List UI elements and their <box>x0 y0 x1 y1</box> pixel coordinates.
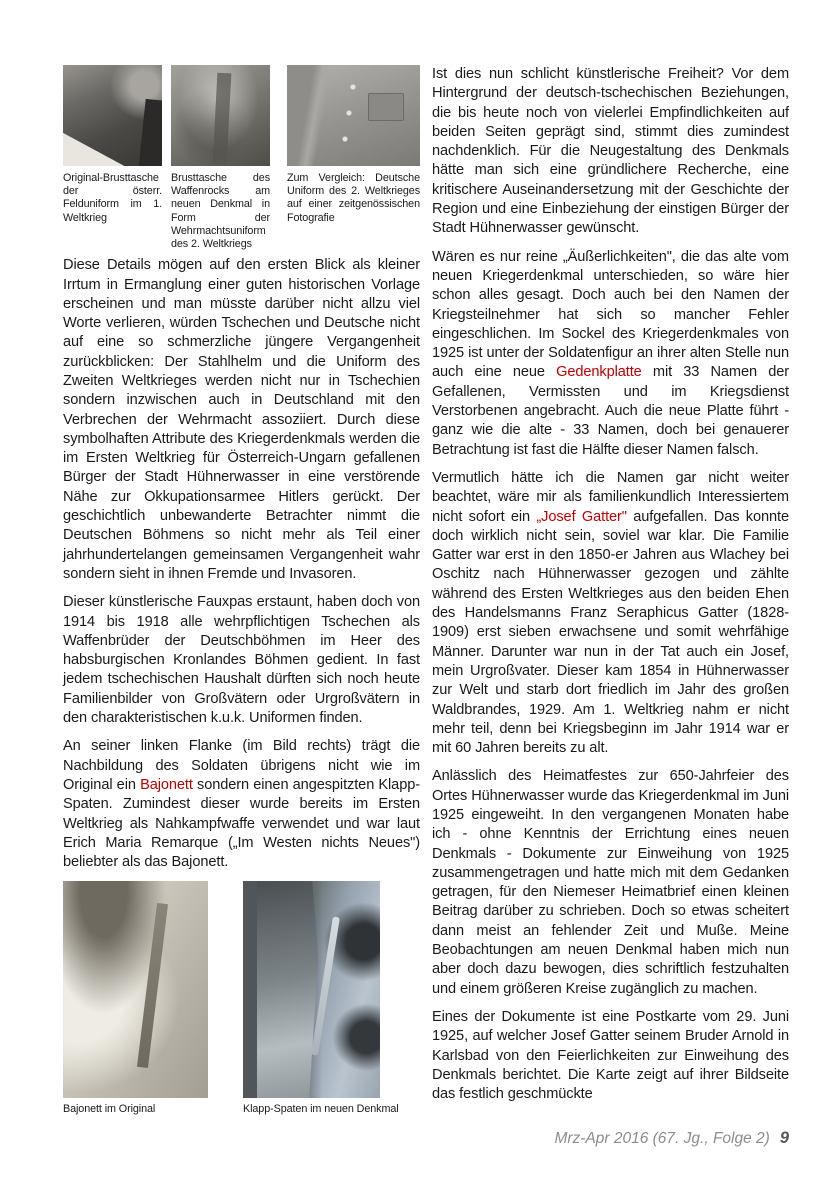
figure-bajonett-original <box>63 881 208 1116</box>
photo-klapp-spaten <box>243 881 380 1098</box>
highlight-text: Bajonett <box>140 776 193 793</box>
photo-original-brusttasche <box>63 65 162 166</box>
right-column <box>432 65 789 1113</box>
paragraph <box>432 248 789 460</box>
figure-caption: Original-Brusttasche der österr. Felduniform im 1. Weltkrieg <box>63 172 162 224</box>
photo-denkmal-brusttasche <box>171 65 270 166</box>
text-run: Anlässlich des Heimatfestes zur 650-Jahrfeier des Ortes Hühnerwasser wurde das Kriegerdenkmal im Juni 1925 eingeweiht. In den vergangenen Monaten habe ich - ohne Kenntnis der Errichtung eines neuen Denkmals - Dokumente zur Einweihung von 1925 zusammengetragen und hatte mich mit dem Gedanken getragen, für den Niemeser Heimatbrief einen kleinen Beitrag darüber zu schrieben. Doch so etwas scheitert dann meist an fehlender Zeit und Muße. Meine Beobachtungen am neuen Denkmal haben mich nun aber doch dazu bewogen, dies schriftlich festzuhalten und einem größeren Kreise zugänglich zu machen. <box>432 768 789 997</box>
paragraph <box>63 737 420 872</box>
paragraph <box>432 767 789 999</box>
paragraph <box>432 65 789 239</box>
footer-issue-label: Mrz-Apr 2016 (67. Jg., Folge 2) <box>554 1130 770 1147</box>
figure-klapp-spaten <box>243 881 413 1116</box>
text-run: An seiner linken Flanke (im Bild rechts) trägt die Nachbildung des Soldaten übrigens nicht wie im Original ein <box>63 738 420 793</box>
figure-caption: Brusttasche des Waffenrocks am neuen Denkmal in Form der Wehrmachtsuniform des 2. Weltkriegs <box>171 172 270 251</box>
text-run: Wären es nur reine „Äußerlichkeiten", die das alte vom neuen Kriegerdenkmal unterschieden, so wäre hier schon alles gesagt. Doch auch bei den Namen der Kriegsteilnehmer hat sich so mancher Fehler eingeschlichen. Im Sockel des Kriegerdenkmales von 1925 ist unter der Soldatenfigur an ihrer alten Stelle nun auch eine neue <box>432 248 789 381</box>
paragraph <box>63 593 420 728</box>
paragraph <box>432 1008 789 1104</box>
text-run: Eines der Dokumente ist eine Postkarte vom 29. Juni 1925, auf welcher Josef Gatter seinem Bruder Arnold in Karlsbad von den Feierlichkeiten zur Einweihung des Denkmals berichtet. Die Karte zeigt auf ihrer Bildseite das festlich geschmückte <box>432 1008 789 1103</box>
highlight-text: „Josef Gatter" <box>536 508 627 525</box>
text-run: aufgefallen. Das konnte doch wirklich nicht sein, soviel war klar. Die Familie Gatter war erst in den 1850-er Jahren aus Wlachey bei Oschitz nach Hühnerwasser gezogen und zählte während des Ersten Weltkrieges aus den beiden Ehen des Handelsmanns Franz Seraphicus Gatter (1828-1909) erst sieben erwachsene und somit wehrfähige Männer. Darunter war nun in der Tat auch ein Josef, mein Urgroßvater. Dieser kam 1854 in Hühnerwasser zur Welt und starb dort friedlich im Jahr des großen Waldbrandes, 1929. Am 1. Weltkrieg nahm er nicht mehr teil, denn bei Kriegsbeginn im Jahr 1914 war er mit 60 Jahren bereits zu alt. <box>432 508 789 757</box>
text-run: Diese Details mögen auf den ersten Blick als kleiner Irrtum in Ermanglung einer guten historischen Vorlage erscheinen und man müsste darüber nicht allzu viel Worte verlieren, würden Tschechen und Deutsche nicht auf eine so schmerzliche jüngere Vergangenheit zurückblicken: Der Stahlhelm und die Uniform des Zweiten Weltkrieges werden nicht nur in Tschechien sondern inzwischen auch in Deutschland mit den Verbrechen der Wehrmacht assoziiert. Durch diese symbolhaften Attribute des Kriegerdenkmals werden die im Ersten Weltkrieg für Österreich-Ungarn gefallenen Bürger der Stadt Hühnerwasser in eine verstörende Nähe zur Okkupationsarmee Hitlers gerückt. Der geschichtlich unbewanderte Betrachter nimmt die Deutschen Böhmens so nicht mehr als Teil einer jahrhundertelangen gemeinsamen Vergangenheit wahr sondern sieht in ihnen Fremde und Invasoren. <box>63 257 420 582</box>
page-footer <box>432 1129 789 1148</box>
text-run: Dieser künstlerische Fauxpas erstaunt, haben doch von 1914 bis 1918 alle wehrpflichtigen Tschechen als Waffenbrüder der Deutschböhmen im Heer des habsburgischen Kronlandes Böhmen gedient. In fast jedem tschechischen Haushalt dürften sich noch heute Familienbilder von Großvätern oder Urgroßvätern in den charakteristischen k.u.k. Uniformen finden. <box>63 594 420 727</box>
left-column <box>63 65 420 1117</box>
photo-vergleich-uniform <box>287 65 420 166</box>
text-run: Ist dies nun schlicht künstlerische Freiheit? Vor dem Hintergrund der deutsch-tschechischen Beziehungen, die bis heute noch von vielerlei Empfindlichkeiten auf beiden Seiten geprägt sind, stimmt dies zumindest nachdenklich. Für die Neugestaltung des Denkmals hätte man sich eine gründlichere Recherche, eine kritischere Auseinandersetzung mit der Geschichte der Region und eine Einbeziehung der einstigen Bürger der Stadt Hühnerwasser gewünscht. <box>432 66 789 237</box>
paragraph <box>432 469 789 758</box>
bottom-figure-row <box>63 881 420 1116</box>
figure-vergleich-uniform <box>287 65 420 225</box>
paragraph <box>63 256 420 584</box>
top-figure-row <box>63 65 420 251</box>
left-column-text <box>63 256 420 872</box>
photo-bajonett-original <box>63 881 208 1098</box>
figure-original-brusttasche <box>63 65 162 225</box>
footer-page-number: 9 <box>779 1129 789 1147</box>
text-run: mit 33 Namen der Gefallenen, Vermissten und im Kriegsdienst Verstorbenen angebracht. Auch die neue Platte führt - ganz wie die alte - 33 Namen, doch bei genauerer Betrachtung ist fast die Hälfte dieser Namen falsch. <box>432 364 789 458</box>
figure-caption: Klapp-Spaten im neuen Denkmal <box>243 1103 399 1116</box>
text-run: Vermutlich hätte ich die Namen gar nicht weiter beachtet, wäre mir als familienkundlich Interessiertem nicht sofort ein <box>432 469 789 525</box>
figure-caption: Zum Vergleich: Deutsche Uniform des 2. Weltkrieges auf einer zeitgenössischen Fotografie <box>287 172 420 224</box>
figure-denkmal-brusttasche <box>171 65 270 251</box>
right-column-text <box>432 65 789 1104</box>
highlight-text: Gedenkplatte <box>556 364 642 381</box>
figure-caption: Bajonett im Original <box>63 1103 156 1116</box>
text-run: sondern einen angespitzten Klapp-Spaten. Zumindest dieser wurde bereits im Ersten Weltkrieg als Nahkampfwaffe verwendet und war laut Erich Maria Remarque („Im Westen nichts Neues") beliebter als das Bajonett. <box>63 776 420 871</box>
